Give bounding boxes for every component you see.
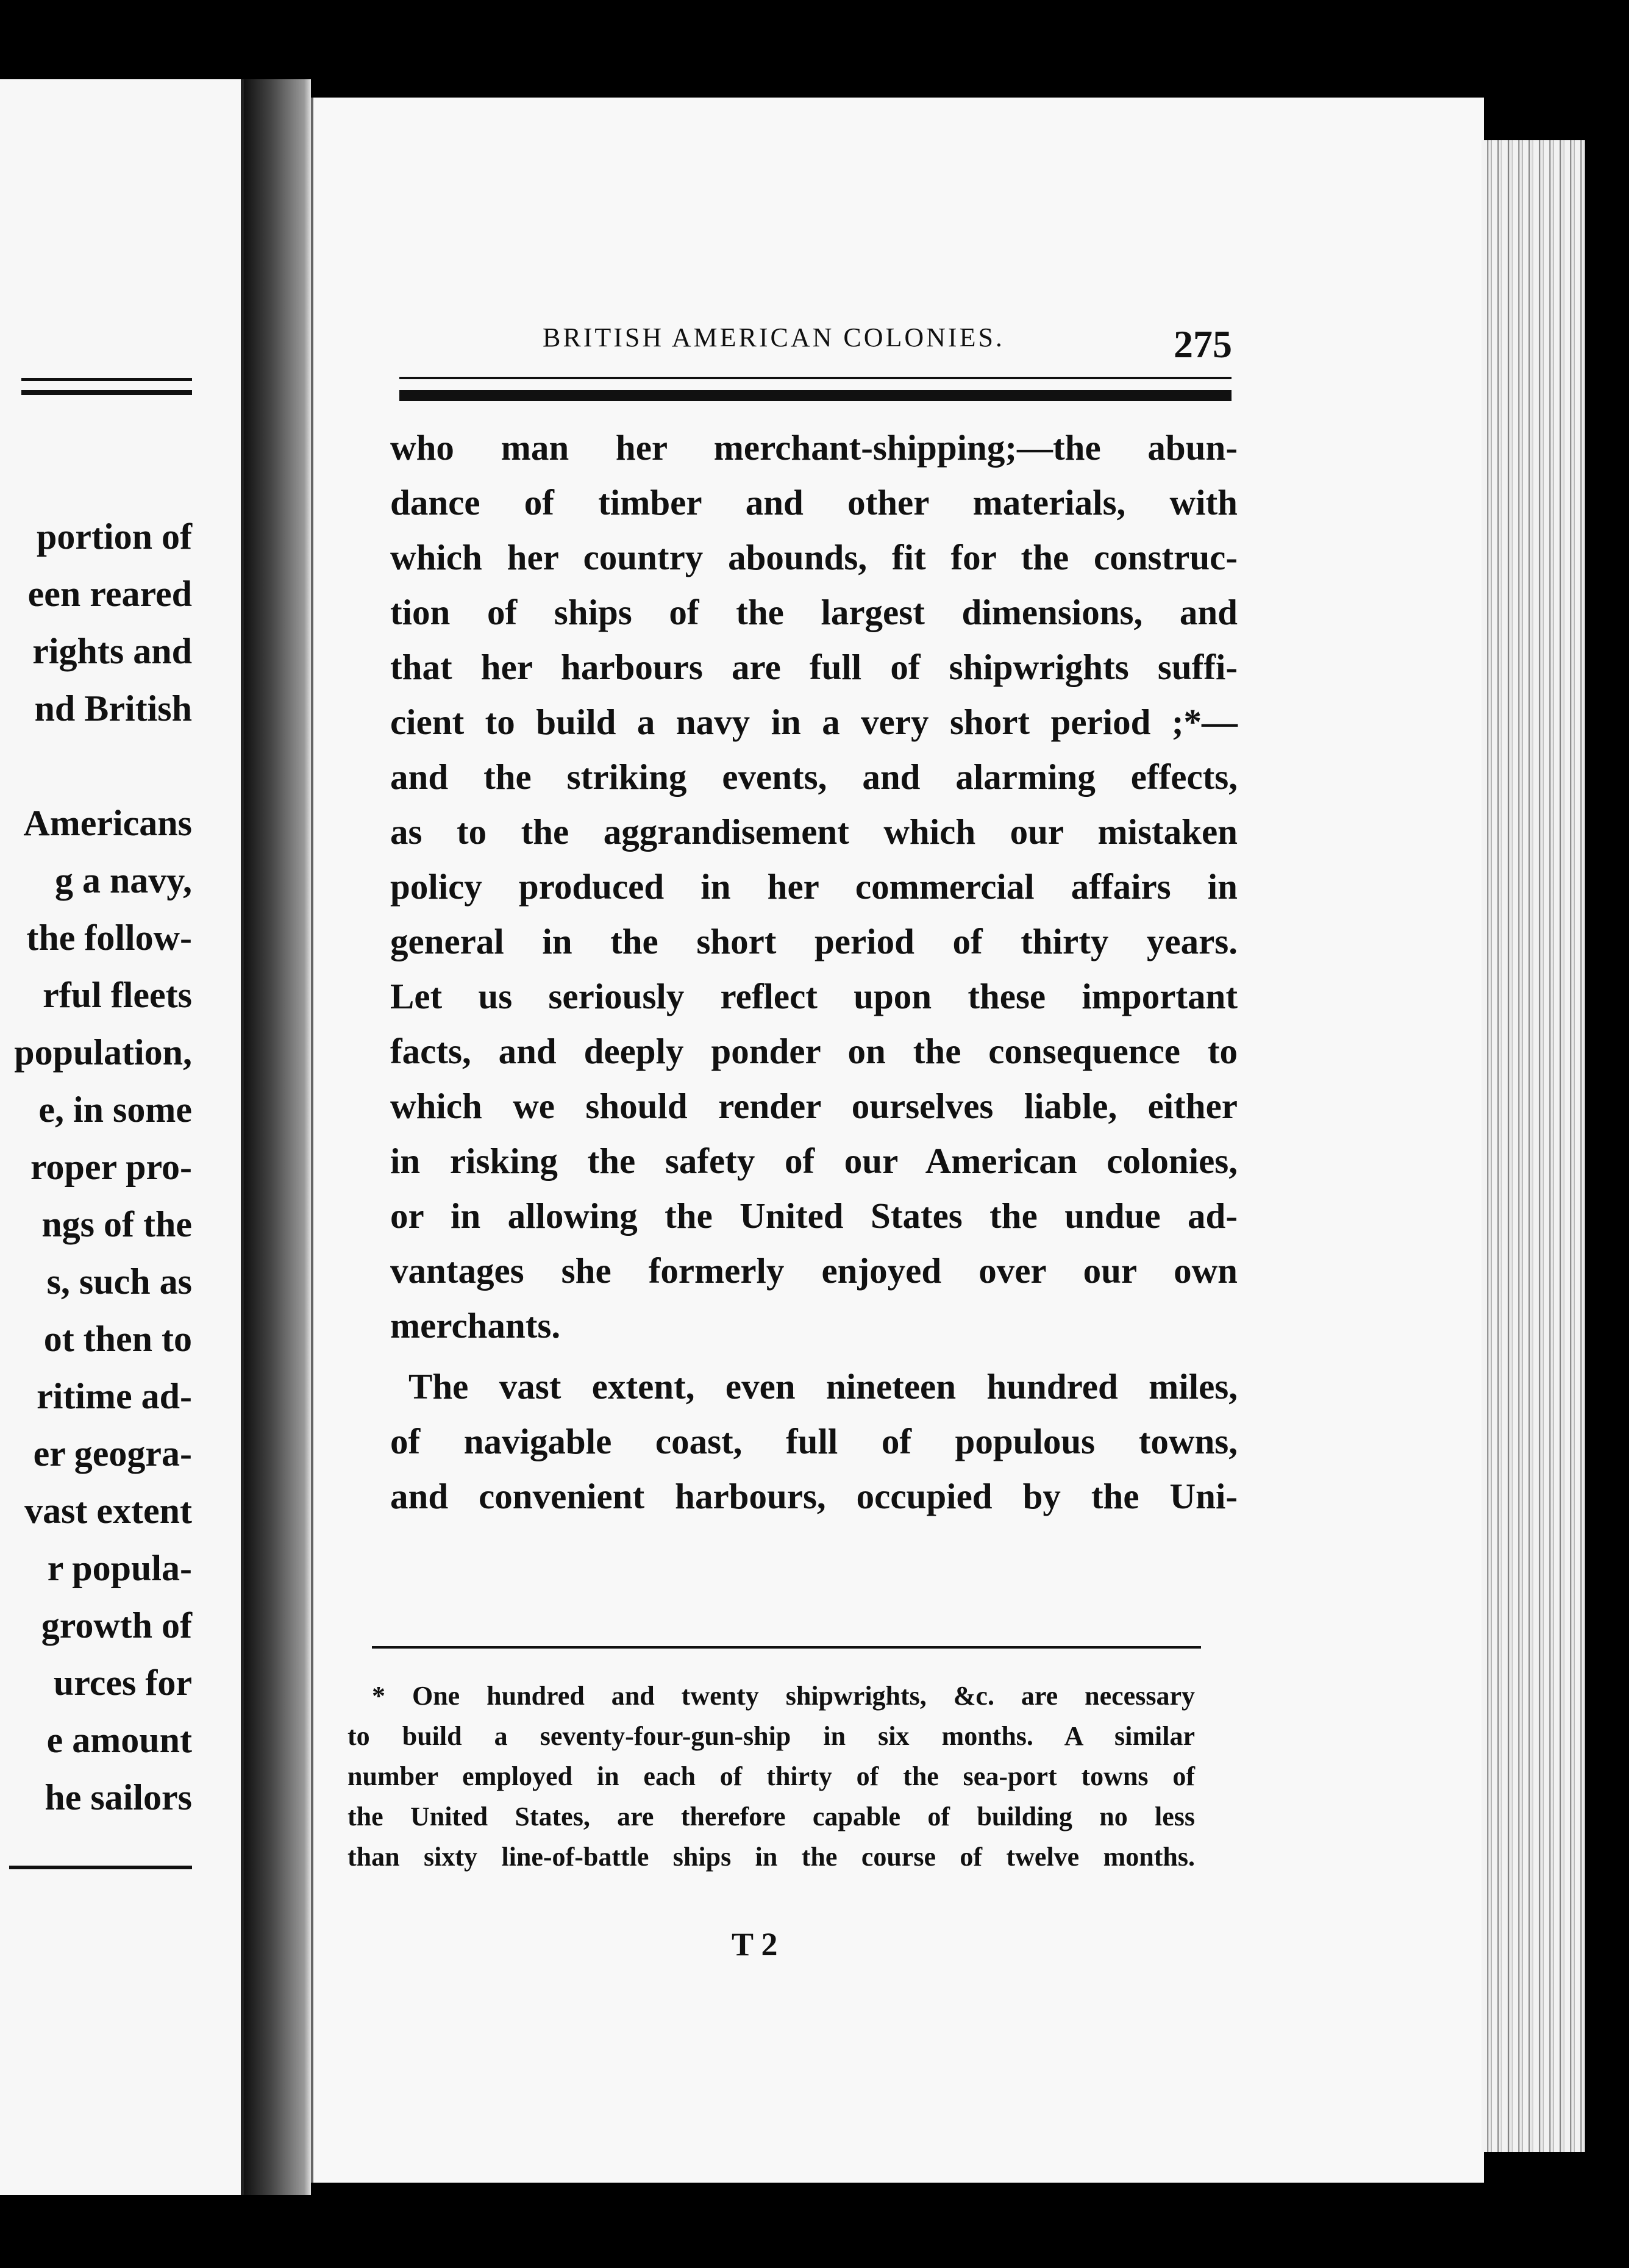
body-line: vantages she formerly enjoyed over our own [390,1250,1238,1291]
head-rule-thick [399,390,1232,401]
body-line: Let us seriously reflect upon these important [390,976,1238,1016]
book-gutter [244,79,311,2195]
body-line: general in the short period of thirty years. [390,921,1238,961]
left-text-line: e, in some [38,1089,192,1130]
left-head-rule [21,390,192,395]
left-text-line: nd British [34,688,192,729]
left-footnote-rule [9,1866,192,1869]
body-line: facts, and deeply ponder on the consequence to [390,1031,1238,1071]
body-line: merchants. [390,1305,561,1346]
left-text-line: growth of [41,1605,192,1646]
signature-mark: T 2 [732,1926,778,1963]
body-line: policy produced in her commercial affairs in [390,866,1238,907]
body-line: in risking the safety of our American colonies, [390,1141,1238,1181]
running-head: BRITISH AMERICAN COLONIES. [543,323,1005,352]
body-line: The vast extent, even nineteen hundred miles, [408,1366,1238,1407]
body-line: that her harbours are full of shipwrights suffi- [390,647,1238,687]
left-text-line: r popula- [47,1548,192,1588]
body-line: as to the aggrandisement which our mistaken [390,811,1238,852]
body-line: or in allowing the United States the undue ad- [390,1196,1238,1236]
left-text-line: ot then to [43,1319,192,1359]
body-line: and convenient harbours, occupied by the Uni- [390,1476,1238,1516]
left-text-line: portion of [37,516,192,557]
left-text-line: ngs of the [41,1204,192,1244]
left-text-line: he sailors [45,1777,192,1817]
left-text-line: rful fleets [43,975,192,1015]
page-number: 275 [1174,323,1232,366]
left-text-line: e amount [46,1720,192,1760]
body-line: who man her merchant-shipping;—the abun- [390,427,1238,468]
footnote-line: the United States, are therefore capable of building no less [348,1802,1195,1831]
left-text-line: Americans [23,803,192,843]
head-rule-thin [399,377,1232,379]
left-text-line: s, such as [46,1261,192,1302]
footnote-line: number employed in each of thirty of the sea-port towns of [348,1761,1195,1791]
footnote-line: to build a seventy-four-gun-ship in six months. A similar [348,1721,1195,1751]
left-text-line: population, [14,1032,192,1072]
footnote-rule [372,1646,1201,1649]
left-text-line: rights and [32,631,192,671]
footnote-line: than sixty line-of-battle ships in the course of twelve months. [348,1842,1195,1872]
footnote-line: * One hundred and twenty shipwrights, &c. are necessary [372,1681,1195,1711]
body-line: cient to build a navy in a very short period ;*— [390,702,1238,742]
body-line: which we should render ourselves liable, either [390,1086,1238,1126]
left-text-line: er geogra- [33,1433,192,1474]
left-text-line: g a navy, [54,860,192,900]
left-text-line: ritime ad- [37,1376,192,1416]
left-text-line: vast extent [24,1491,192,1531]
left-text-line: een reared [27,574,192,614]
body-line: dance of timber and other materials, with [390,482,1238,522]
left-text-line: urces for [53,1663,192,1703]
body-line: which her country abounds, fit for the construc- [390,537,1238,577]
left-text-line: the follow- [26,918,192,958]
left-text-line: roper pro- [30,1147,192,1187]
body-line: of navigable coast, full of populous towns, [390,1421,1238,1461]
body-line: and the striking events, and alarming effects, [390,757,1238,797]
edge-shadow [1585,122,1629,2195]
left-head-rule [21,378,192,381]
body-line: tion of ships of the largest dimensions, and [390,592,1238,632]
left-page-fragment [0,79,244,2195]
